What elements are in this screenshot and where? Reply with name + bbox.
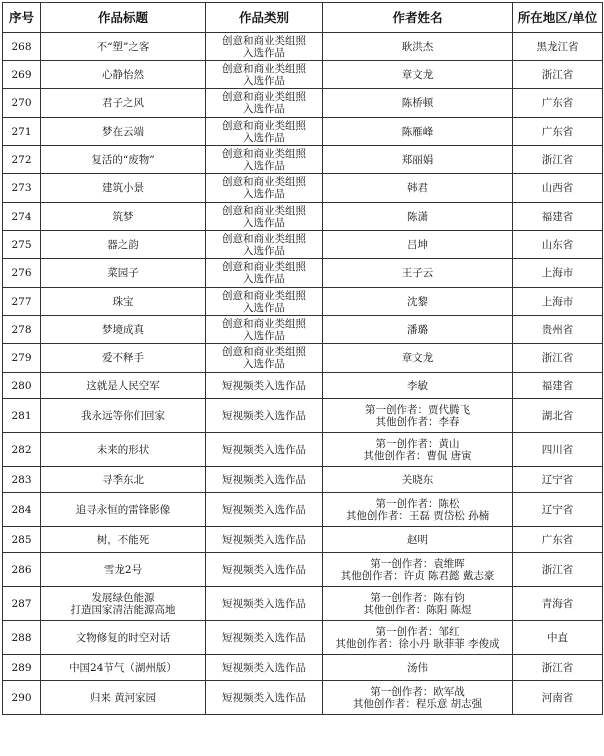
header-author: 作者姓名 (323, 3, 513, 33)
cell-author-line: 陈桥顿 (401, 97, 434, 109)
cell-category (206, 288, 323, 316)
table-row (3, 203, 603, 231)
cell-category-line: 短视频类入选作品 (222, 631, 306, 644)
table-row (3, 433, 603, 467)
cell-author (323, 288, 513, 316)
cell-region: 浙江省 (513, 146, 603, 174)
cell-region: 辽宁省 (513, 467, 603, 493)
cell-category (206, 33, 323, 61)
cell-title (41, 316, 206, 344)
table-row (3, 231, 603, 259)
header-no: 序号 (3, 3, 41, 33)
cell-title (41, 33, 206, 61)
cell-category-line: 创意和商业类组照 (222, 62, 306, 75)
cell-author (323, 89, 513, 118)
cell-category (206, 118, 323, 146)
cell-category-line: 创意和商业类组照 (222, 147, 306, 160)
cell-author (323, 621, 513, 655)
cell-no: 274 (3, 203, 41, 231)
cell-region: 浙江省 (513, 344, 603, 373)
cell-author-line: 耿洪杰 (401, 40, 434, 53)
cell-title (41, 61, 206, 89)
cell-author (323, 174, 513, 203)
cell-category (206, 527, 323, 553)
cell-category-line: 入选作品 (243, 301, 285, 314)
cell-category-line: 短视频类入选作品 (222, 409, 306, 422)
cell-title (41, 146, 206, 174)
cell-title (41, 467, 206, 493)
cell-category (206, 621, 323, 655)
cell-category-line: 短视频类入选作品 (222, 473, 306, 486)
cell-category-line: 短视频类入选作品 (222, 597, 306, 610)
cell-category-line: 短视频类入选作品 (222, 443, 306, 456)
cell-author (323, 344, 513, 373)
cell-category-line: 创意和商业类组照 (222, 34, 306, 47)
cell-title-line: 菜园子 (107, 267, 139, 279)
cell-no: 283 (3, 467, 41, 493)
cell-category-line: 入选作品 (243, 131, 285, 144)
cell-region: 上海市 (513, 288, 603, 316)
cell-title-line: 珠宝 (112, 295, 134, 308)
cell-category-line: 创意和商业类组照 (222, 91, 306, 103)
cell-category-line: 短视频类入选作品 (222, 503, 306, 516)
table-row (3, 118, 603, 146)
cell-title (41, 681, 206, 715)
cell-no: 271 (3, 118, 41, 146)
cell-region: 辽宁省 (513, 493, 603, 527)
table-row (3, 61, 603, 89)
cell-category-line: 入选作品 (243, 329, 285, 342)
cell-author-line: 李敏 (407, 379, 428, 392)
cell-no: 270 (3, 89, 41, 118)
cell-title-line: 梦境成真 (102, 323, 144, 336)
cell-author-line: 其他创作者：程乐意 胡志强 (352, 697, 483, 710)
cell-author-line: 其他创作者：陈阳 陈煜 (363, 603, 472, 616)
cell-region: 四川省 (513, 433, 603, 467)
cell-title-line: 发展绿色能源 (91, 591, 155, 604)
cell-author (323, 146, 513, 174)
cell-region: 上海市 (513, 259, 603, 288)
cell-author (323, 433, 513, 467)
cell-author-line: 其他创作者：徐小丹 耿菲菲 李俊成 (335, 637, 500, 650)
table-row (3, 467, 603, 493)
cell-author-line: 吕坤 (407, 238, 428, 251)
table-row (3, 399, 603, 433)
cell-category-line: 入选作品 (243, 273, 285, 285)
cell-category (206, 89, 323, 118)
cell-no: 277 (3, 288, 41, 316)
cell-author-line: 第一创作者：陈有钧 (370, 591, 465, 604)
cell-category-line: 创意和商业类组照 (222, 119, 306, 132)
cell-author (323, 118, 513, 146)
cell-category-line: 短视频类入选作品 (222, 691, 306, 704)
table-row (3, 553, 603, 587)
cell-author-line: 王子云 (401, 267, 434, 279)
cell-author (323, 231, 513, 259)
cell-category-line: 短视频类入选作品 (222, 379, 306, 392)
cell-no: 289 (3, 655, 41, 681)
table-row (3, 344, 603, 373)
cell-author-line: 第一创作者：贾代腾飞 (365, 403, 470, 416)
cell-no: 278 (3, 316, 41, 344)
cell-category-line: 短视频类入选作品 (222, 533, 306, 546)
cell-no: 273 (3, 174, 41, 203)
cell-author (323, 655, 513, 681)
cell-category (206, 203, 323, 231)
cell-region: 浙江省 (513, 553, 603, 587)
cell-no: 272 (3, 146, 41, 174)
cell-title-line: 打造国家清洁能源高地 (70, 603, 176, 616)
cell-title (41, 527, 206, 553)
cell-title (41, 493, 206, 527)
cell-author-line: 章文龙 (401, 68, 434, 81)
cell-title-line: 文物修复的时空对话 (75, 631, 171, 644)
cell-category (206, 655, 323, 681)
cell-region: 山东省 (513, 231, 603, 259)
cell-title (41, 373, 206, 399)
cell-title (41, 259, 206, 288)
cell-title-line: 器之韵 (107, 238, 139, 251)
cell-category-line: 入选作品 (243, 216, 285, 229)
cell-title-line: 君子之风 (102, 97, 144, 109)
cell-author-line: 潘璐 (407, 323, 428, 336)
cell-category (206, 146, 323, 174)
table-row (3, 89, 603, 118)
cell-author (323, 587, 513, 621)
cell-title (41, 288, 206, 316)
cell-author-line: 韩君 (407, 182, 428, 194)
cell-title (41, 118, 206, 146)
cell-category-line: 创意和商业类组照 (222, 204, 306, 217)
cell-category (206, 344, 323, 373)
cell-region: 广东省 (513, 89, 603, 118)
table-row (3, 316, 603, 344)
cell-author (323, 316, 513, 344)
cell-title-line: 复活的“废物” (91, 153, 155, 166)
cell-title-line: 寻季东北 (102, 473, 144, 486)
cell-author (323, 33, 513, 61)
cell-author (323, 493, 513, 527)
cell-no: 275 (3, 231, 41, 259)
cell-region: 浙江省 (513, 61, 603, 89)
cell-category (206, 433, 323, 467)
cell-author-line: 关晓东 (401, 473, 434, 486)
table-row (3, 259, 603, 288)
cell-author-line: 其他创作者：王磊 贾岱松 孙楠 (345, 509, 490, 522)
cell-category-line: 创意和商业类组照 (222, 232, 306, 245)
cell-category-line: 创意和商业类组照 (222, 261, 306, 273)
cell-no: 284 (3, 493, 41, 527)
cell-author (323, 681, 513, 715)
cell-category (206, 399, 323, 433)
cell-author-line: 第一创作者：黄山 (375, 437, 460, 450)
cell-title-line: 雪龙2号 (103, 563, 143, 576)
cell-author-line: 郑丽娟 (401, 153, 434, 166)
table-row (3, 493, 603, 527)
cell-region: 湖北省 (513, 399, 603, 433)
cell-region: 青海省 (513, 587, 603, 621)
cell-category-line: 创意和商业类组照 (222, 289, 306, 302)
cell-no: 287 (3, 587, 41, 621)
cell-author-line: 陈雁峰 (401, 125, 434, 138)
table-row (3, 373, 603, 399)
cell-region: 浙江省 (513, 655, 603, 681)
cell-category (206, 467, 323, 493)
cell-category-line: 入选作品 (243, 358, 285, 370)
cell-author-line: 其他创作者：李春 (375, 415, 460, 428)
cell-author-line: 其他创作者：曹侃 唐寅 (363, 449, 472, 462)
header-title: 作品标题 (41, 3, 206, 33)
cell-title (41, 655, 206, 681)
header-category: 作品类别 (206, 3, 323, 33)
cell-author-line: 汤伟 (407, 661, 428, 674)
cell-category (206, 231, 323, 259)
cell-category (206, 61, 323, 89)
cell-category (206, 259, 323, 288)
cell-region: 福建省 (513, 373, 603, 399)
cell-author (323, 259, 513, 288)
cell-no: 285 (3, 527, 41, 553)
cell-title-line: 心静怡然 (102, 68, 144, 81)
cell-no: 290 (3, 681, 41, 715)
cell-title-line: 树，不能死 (96, 533, 150, 546)
cell-region: 贵州省 (513, 316, 603, 344)
cell-category (206, 587, 323, 621)
cell-category (206, 373, 323, 399)
cell-no: 280 (3, 373, 41, 399)
cell-category-line: 入选作品 (243, 74, 285, 87)
cell-author (323, 61, 513, 89)
table-row (3, 288, 603, 316)
table-row (3, 33, 603, 61)
cell-author-line: 沈黎 (407, 295, 428, 308)
header-region: 所在地区/单位 (513, 3, 603, 33)
cell-author (323, 467, 513, 493)
cell-author-line: 赵明 (407, 533, 428, 546)
cell-title (41, 433, 206, 467)
cell-title-line: 中国24节气（湖州版） (69, 661, 177, 674)
cell-category-line: 入选作品 (243, 46, 285, 59)
cell-title (41, 344, 206, 373)
cell-no: 281 (3, 399, 41, 433)
cell-category-line: 入选作品 (243, 159, 285, 172)
cell-region: 中直 (513, 621, 603, 655)
cell-title-line: 爱不释手 (102, 352, 144, 364)
cell-category-line: 入选作品 (243, 244, 285, 257)
cell-region: 福建省 (513, 203, 603, 231)
cell-author (323, 399, 513, 433)
cell-author-line: 其他创作者：许贞 陈君懿 戴志豪 (340, 569, 495, 582)
cell-author-line: 第一创作者：陈松 (375, 497, 460, 510)
award-list-table (2, 2, 603, 715)
cell-category-line: 创意和商业类组照 (222, 317, 306, 330)
cell-author (323, 203, 513, 231)
cell-category (206, 553, 323, 587)
table-row (3, 527, 603, 553)
cell-author-line: 章文龙 (401, 352, 434, 364)
cell-author (323, 553, 513, 587)
cell-title (41, 553, 206, 587)
cell-no: 288 (3, 621, 41, 655)
cell-title-line: 追寻永恒的雷锋影像 (75, 503, 171, 516)
cell-no: 268 (3, 33, 41, 61)
cell-category (206, 681, 323, 715)
cell-category-line: 创意和商业类组照 (222, 346, 306, 358)
cell-title-line: 未来的形状 (96, 443, 150, 456)
cell-category-line: 创意和商业类组照 (222, 176, 306, 188)
cell-title (41, 621, 206, 655)
cell-region: 广东省 (513, 118, 603, 146)
cell-title-line: 建筑小景 (102, 182, 144, 194)
cell-region: 广东省 (513, 527, 603, 553)
table-header-row (3, 3, 603, 33)
cell-author-line: 第一创作者：邹红 (375, 625, 460, 638)
cell-category-line: 入选作品 (243, 188, 285, 200)
cell-title (41, 174, 206, 203)
cell-title-line: 筑梦 (112, 210, 134, 223)
cell-author-line: 第一创作者：欧军战 (370, 685, 465, 698)
cell-no: 279 (3, 344, 41, 373)
cell-title-line: 不“塑”之客 (96, 40, 150, 53)
cell-title-line: 归来 黄河家园 (89, 691, 157, 704)
cell-author (323, 373, 513, 399)
cell-no: 269 (3, 61, 41, 89)
cell-title (41, 399, 206, 433)
cell-category-line: 入选作品 (243, 103, 285, 115)
table-row (3, 587, 603, 621)
cell-category (206, 493, 323, 527)
cell-title (41, 203, 206, 231)
cell-title-line: 梦在云端 (102, 125, 144, 138)
cell-no: 286 (3, 553, 41, 587)
cell-title-line: 我永远等你们回家 (81, 409, 165, 422)
table-row (3, 146, 603, 174)
cell-region: 黑龙江省 (513, 33, 603, 61)
table-row (3, 621, 603, 655)
cell-region: 山西省 (513, 174, 603, 203)
cell-no: 276 (3, 259, 41, 288)
cell-title (41, 587, 206, 621)
cell-category-line: 短视频类入选作品 (222, 661, 306, 674)
cell-author (323, 527, 513, 553)
cell-title-line: 这就是人民空军 (86, 379, 160, 392)
table-row (3, 174, 603, 203)
table-row (3, 655, 603, 681)
cell-author-line: 陈潇 (407, 210, 428, 223)
cell-author-line: 第一创作者：袁维晖 (370, 557, 465, 570)
cell-category-line: 短视频类入选作品 (222, 563, 306, 576)
cell-region: 河南省 (513, 681, 603, 715)
table-row (3, 681, 603, 715)
cell-category (206, 316, 323, 344)
cell-title (41, 231, 206, 259)
cell-title (41, 89, 206, 118)
cell-no: 282 (3, 433, 41, 467)
cell-category (206, 174, 323, 203)
